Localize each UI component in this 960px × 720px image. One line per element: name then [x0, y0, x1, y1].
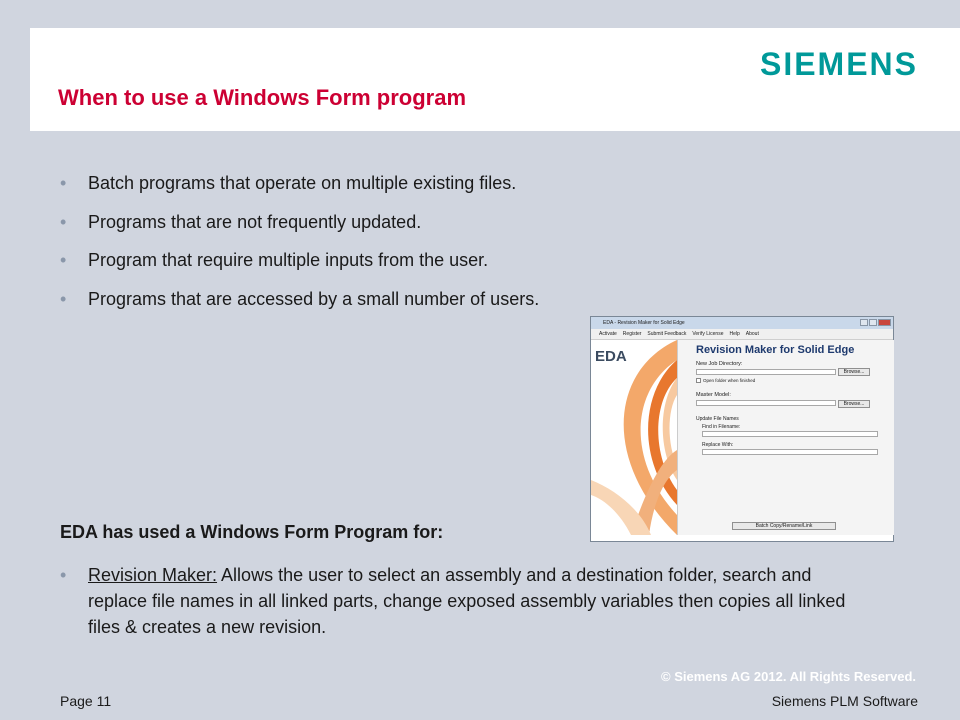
find-field — [702, 431, 878, 437]
master-model-field — [696, 400, 836, 406]
footer-page-number: Page 11 — [60, 693, 112, 709]
maximize-icon — [869, 319, 877, 326]
footer-company: Siemens PLM Software — [771, 693, 918, 709]
browse-button: Browse... — [838, 368, 870, 376]
replace-label: Replace With: — [702, 442, 734, 448]
app-form — [677, 340, 894, 535]
replace-field — [702, 449, 878, 455]
new-job-field — [696, 369, 836, 375]
bullet-dot-icon: • — [60, 565, 67, 585]
bullet-dot-icon: • — [60, 211, 67, 232]
eda-swirl-graphic — [591, 340, 677, 535]
find-label: Find in Filename: — [702, 424, 741, 430]
app-screenshot — [590, 316, 894, 542]
slide-header — [30, 28, 960, 131]
app-logo-panel — [591, 340, 677, 535]
menu-item-about: About — [745, 331, 759, 337]
bullet-list — [60, 173, 539, 327]
app-window-title: EDA - Revision Maker for Solid Edge — [603, 320, 685, 326]
section-heading: EDA has used a Windows Form Program for: — [60, 522, 444, 542]
siemens-logo: SIEMENS — [759, 46, 918, 82]
open-folder-label: Open folder when finished — [703, 378, 756, 383]
menu-item-verify-license: Verify License — [692, 331, 724, 337]
menu-item-activate: Activate — [599, 331, 617, 337]
master-model-label: Master Model: — [696, 392, 731, 398]
update-file-names-label: Update File Names — [696, 416, 739, 422]
eda-logo: EDA — [595, 348, 627, 365]
detail-item — [60, 562, 860, 640]
menu-item-register: Register — [622, 331, 642, 337]
open-folder-checkbox — [696, 378, 701, 383]
bullet-item: • Programs that are not frequently updated. — [60, 211, 422, 232]
footer-copyright: © Siemens AG 2012. All Rights Reserved. — [661, 669, 916, 684]
browse-button-2: Browse... — [838, 400, 870, 408]
detail-text: Allows the user to select an assembly and a destination folder, search and replace file names in all linked parts, change exposed assembly variables then copies all linked files & creates a new revision. — [88, 565, 846, 637]
close-icon — [878, 319, 891, 326]
app-menubar — [591, 329, 893, 340]
slide-title: When to use a Windows Form program — [58, 85, 467, 110]
bullet-dot-icon: • — [60, 173, 67, 193]
bullet-item: • Programs that are accessed by a small number of users. — [60, 288, 540, 309]
menu-item-submit-feedback: Submit Feedback — [647, 331, 687, 337]
app-heading: Revision Maker for Solid Edge — [696, 344, 855, 356]
bullet-item: • Program that require multiple inputs from the user. — [60, 250, 489, 270]
bullet-dot-icon: • — [60, 250, 67, 270]
bullet-item: • Batch programs that operate on multiple existing files. — [60, 173, 517, 193]
bullet-dot-icon: • — [60, 288, 67, 309]
new-job-label: New Job Directory: — [696, 361, 743, 367]
menu-item-help: Help — [729, 331, 740, 337]
detail-term: Revision Maker: — [88, 565, 218, 585]
batch-button: Batch Copy/Rename/Link — [732, 522, 836, 530]
app-titlebar — [591, 317, 893, 329]
minimize-icon — [860, 319, 868, 326]
